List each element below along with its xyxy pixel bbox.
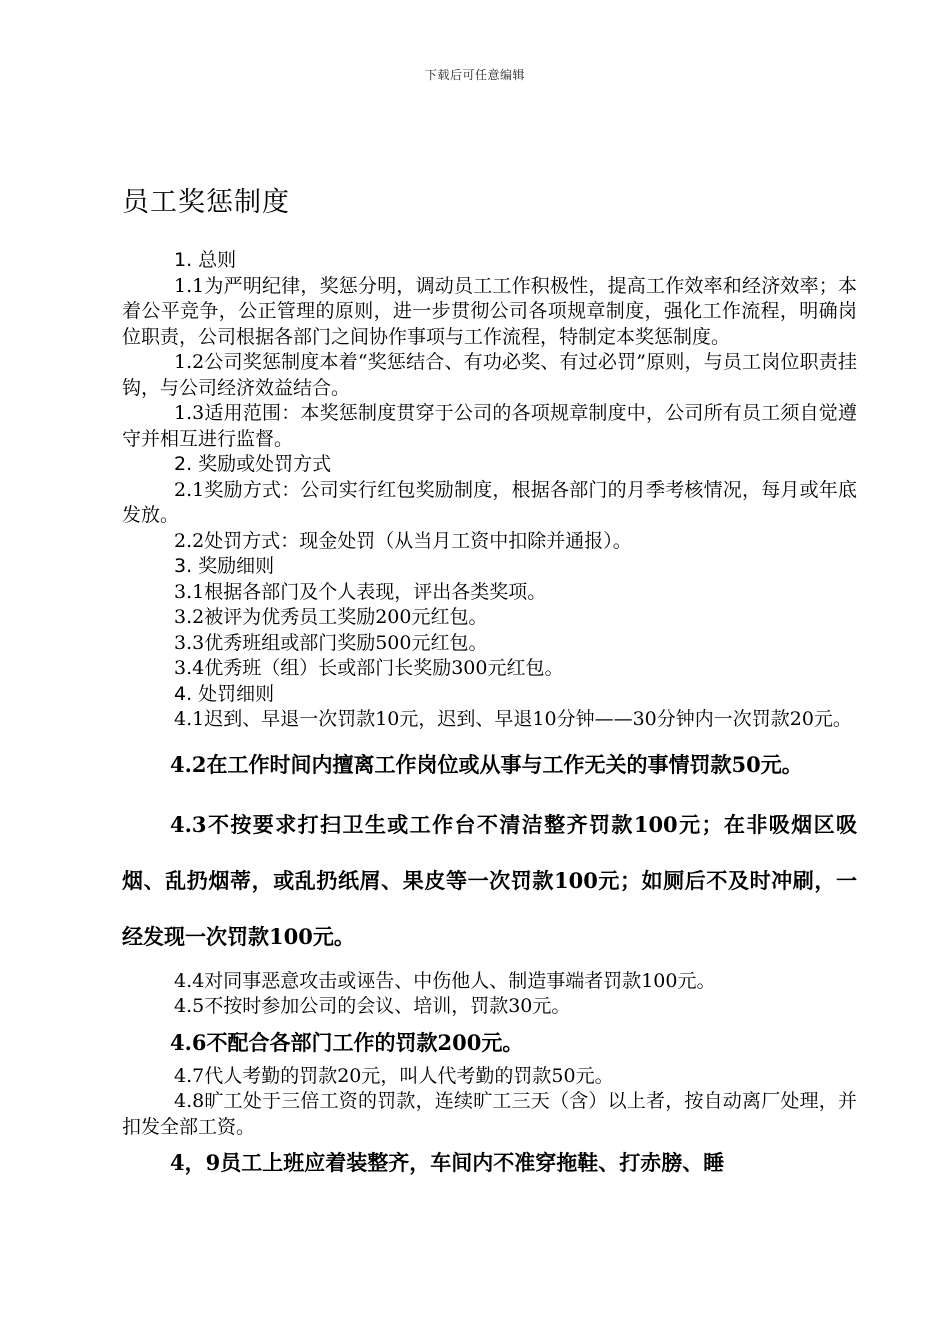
paragraph-1-3: 1.3适用范围：本奖惩制度贯穿于公司的各项规章制度中，公司所有员工须自觉遵守并相互进行监督。 bbox=[122, 402, 857, 450]
page-title: 员工奖惩制度 bbox=[122, 187, 290, 218]
document-body bbox=[122, 248, 857, 1184]
paragraph-4-1: 4.1迟到、早退一次罚款10元，迟到、早退10分钟——30分钟内一次罚款20元。 bbox=[174, 708, 852, 730]
paragraph-4-9: 4，9员工上班应着装整齐，车间内不准穿拖鞋、打赤膀、睡 bbox=[170, 1150, 725, 1175]
paragraph-4-8: 4.8旷工处于三倍工资的罚款，连续旷工三天（含）以上者，按自动离厂处理，并扣发全部工资。 bbox=[122, 1090, 857, 1138]
section-heading-2: 2. 奖励或处罚方式 bbox=[174, 453, 332, 475]
section-heading-4: 4. 处罚细则 bbox=[174, 682, 275, 705]
page-header: 下载后可任意编辑 bbox=[424, 68, 525, 82]
paragraph-4-6: 4.6不配合各部门工作的罚款200元。 bbox=[170, 1029, 524, 1055]
paragraph-4-4: 4.4对同事恶意攻击或诬告、中伤他人、制造事端者罚款100元。 bbox=[174, 969, 716, 992]
paragraph-1-2: 1.2公司奖惩制度本着“奖惩结合、有功必奖、有过必罚”原则，与员工岗位职责挂钩，与公司经济效益结合。 bbox=[122, 351, 857, 399]
paragraph-1-1: 1.1为严明纪律，奖惩分明，调动员工工作积极性，提高工作效率和经济效率；本着公平竞争，公正管理的原则，进一步贯彻公司各项规章制度，强化工作流程，明确岗位职责，公司根据各部门之间协作事项与工作流程，特制定本奖惩制度。 bbox=[122, 274, 857, 348]
paragraph-4-2: 4.2在工作时间内擅离工作岗位或从事与工作无关的事情罚款50元。 bbox=[170, 751, 803, 777]
paragraph-3-2: 3.2被评为优秀员工奖励200元红包。 bbox=[174, 606, 488, 628]
paragraph-4-3: 4.3不按要求打扫卫生或工作台不清洁整齐罚款100元；在非吸烟区吸烟、乱扔烟蒂，或乱扔纸屑、果皮等一次罚款100元；如厕后不及时冲刷，一经发现一次罚款100元。 bbox=[122, 811, 857, 949]
paragraph-3-4: 3.4优秀班（组）长或部门长奖励300元红包。 bbox=[174, 657, 564, 679]
section-heading-1: 1. 总则 bbox=[174, 249, 237, 271]
section-heading-3: 3. 奖励细则 bbox=[174, 555, 275, 577]
paragraph-2-1: 2.1奖励方式：公司实行红包奖励制度，根据各部门的月季考核情况，每月或年底发放。 bbox=[122, 478, 857, 526]
paragraph-3-1: 3.1根据各部门及个人表现，评出各类奖项。 bbox=[174, 580, 547, 603]
paragraph-4-7: 4.7代人考勤的罚款20元，叫人代考勤的罚款50元。 bbox=[174, 1064, 614, 1087]
paragraph-2-2: 2.2处罚方式：现金处罚（从当月工资中扣除并通报）。 bbox=[174, 529, 632, 552]
paragraph-3-3: 3.3优秀班组或部门奖励500元红包。 bbox=[174, 631, 488, 654]
paragraph-4-5: 4.5不按时参加公司的会议、培训，罚款30元。 bbox=[174, 995, 571, 1017]
